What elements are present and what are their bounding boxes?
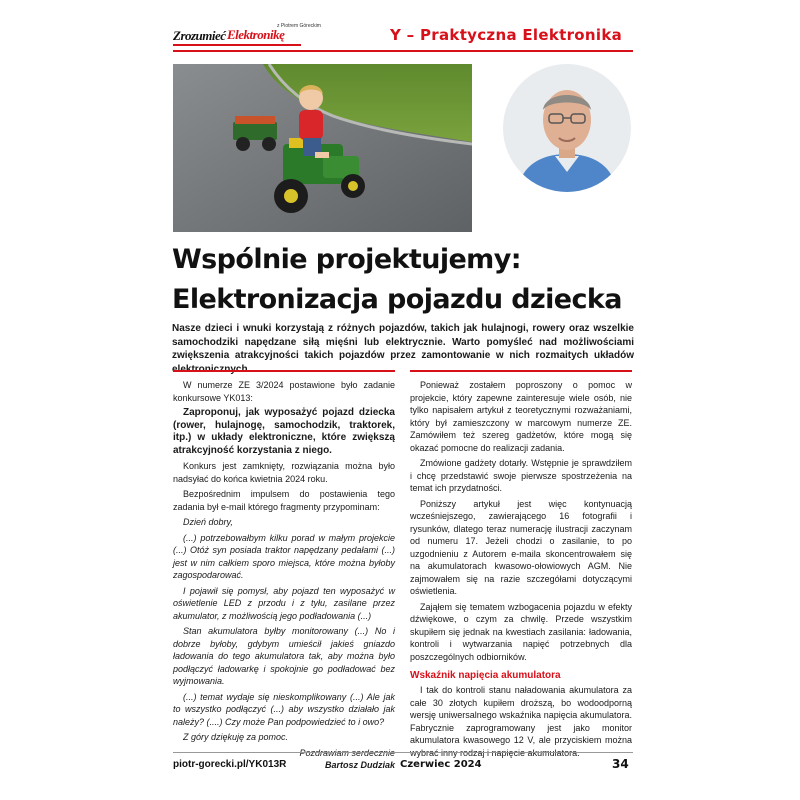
title-line-2: Elektronizacja pojazdu dziecka [172, 284, 622, 315]
paragraph: I tak do kontroli stanu naładowania akumulatora za całe 30 złotych kupiłem droższą, bo wodoodporną wersję uniwersalnego wskaźnika napięcia akumulatora. Fabrycznie zaprogramowany jest jako monitor akumulatora kwasowego 12 V, ale przyciskiem można [410, 685, 632, 745]
issue-date: Czerwiec 2024 [400, 759, 482, 770]
title-line-1: Wspólnie projektujemy: [172, 244, 521, 275]
logo-underline [173, 44, 301, 46]
closing [173, 747, 395, 760]
section-heading: Wskaźnik napięcia akumulatora [410, 670, 561, 681]
header-divider [173, 50, 633, 52]
footer-divider [173, 752, 633, 753]
email-quote: Dzień dobry, [183, 517, 233, 528]
email-quote: Stan akumulatora byłby monitorowany (...) No i dobrze byłoby, gdybym umieścił jakieś gniazdo ładowania do tego akumulatora tak, aby można było podłączyć ładowarkę i spokojnie go podładować bez wyjmowania. [173, 626, 395, 687]
right-column [410, 379, 632, 762]
paragraph: Bezpośrednim impulsem do postawienia tego zadania był e-mail którego fragmenty przypominam: [173, 489, 395, 512]
page-number: 34 [612, 757, 629, 771]
magazine-logo [173, 23, 321, 48]
paragraph: Konkurs jest zamknięty, rozwiązania można było nadsyłać do końca kwietnia 2024 roku. [173, 461, 395, 484]
section-title: Y – Praktyczna Elektronika [390, 26, 623, 44]
paragraph: Poniższy artykuł jest więc kontynuacją wcześniejszego, zawierającego 16 fotografii i rysunków, dlatego teraz numerację ilustracji zaczynam od numeru 17. Jeżeli chodzi o zasilanie, to po uzgodnieniu z Autorem e-maila skoncentrowałem się na akumulatorach kwasowo-ołowiowych AGM. Nie zajmowałem się na razie szczegółami dotyczącymi oświetlenia. [410, 498, 632, 596]
email-quote: I pojawił się pomysł, aby pojazd ten wyposażyć w oświetlenie LED z przodu i z tyłu, zasilane przez akumulator, z możliwością jego podładowania (...) [173, 585, 395, 621]
right-column-rule [410, 370, 632, 372]
contest-task: Zaproponuj, jak wyposażyć pojazd dziecka (rower, hulajnogę, samochodzik, traktorek, itp.) w układy elektroniczne, które zwiększą atrakcyjność korzystania z niego. [173, 407, 395, 456]
left-column [173, 379, 395, 772]
email-quote: (...) potrzebowałbym kilku porad w małym projekcie (...) Otóż syn posiada traktor napędzany pedałami (...) jest w nim całkiem sporo miejsca, które można byłoby zagospodarować. [173, 532, 395, 581]
email-quote: (...) temat wydaje się nieskomplikowany (...) Ale jak to wszystko podłączyć (...) aby wszystko działało jak należy? (....) Czy może Pan podpowiedzieć to i owo? [173, 691, 395, 727]
signature: Bartosz Dudziak [324, 760, 395, 771]
email-quote: Z góry dziękuję za pomoc. [183, 732, 289, 743]
paragraph: Zająłem się tematem wzbogacenia pojazdu w efekty dźwiękowe, o czym za chwilę. Przede wszystkim skupiłem się jednak na kwestiach zasilania: ładowania, kontroli i wytwarzania napięć potrzebnych dla poszczególnych odbiorników. [410, 601, 632, 662]
article-lead: Nasze dzieci i wnuki korzystają z różnych pojazdów, takich jak hulajnogi, rowery oraz wszelkie samochodziki napędzane siłą mięśni lub elektrycznie. Warto pomyśleć nad możliwościami zwiększenia atrakcyjności takich pojazdów przez zamontowanie w nich rozmaitych układów [172, 323, 634, 362]
paragraph: Ponieważ zostałem poproszony o pomoc w projekcie, który zapewne zainteresuje wiele osób, nie tylko napisałem artykuł z teoretycznymi rozważaniami, który był zamieszczony w marcowym numerze ZE. Zamówiłem też szereg gadżetów, które mogą się okazać pomocne do realizacji zadania. [410, 380, 632, 453]
logo-text-part1: Zrozumieć [173, 28, 226, 43]
logo-text-part2: Elektronikę [227, 27, 285, 42]
logo-tagline: z Piotrem Góreckim [277, 23, 321, 29]
author-portrait [503, 64, 631, 192]
paragraph: Zmówione gadżety dotarły. Wstępnie je sprawdziłem i chcę przedstawić swoje pierwsze spostrzeżenia na temat ich przydatności. [410, 458, 632, 493]
article-title [172, 240, 642, 320]
footer-url: piotr-gorecki.pl/YK013R [173, 759, 287, 770]
paragraph: W numerze ZE 3/2024 postawione było zadanie konkursowe YK013: [173, 380, 395, 403]
child-tractor-photo [173, 64, 472, 232]
left-column-rule [173, 370, 395, 372]
